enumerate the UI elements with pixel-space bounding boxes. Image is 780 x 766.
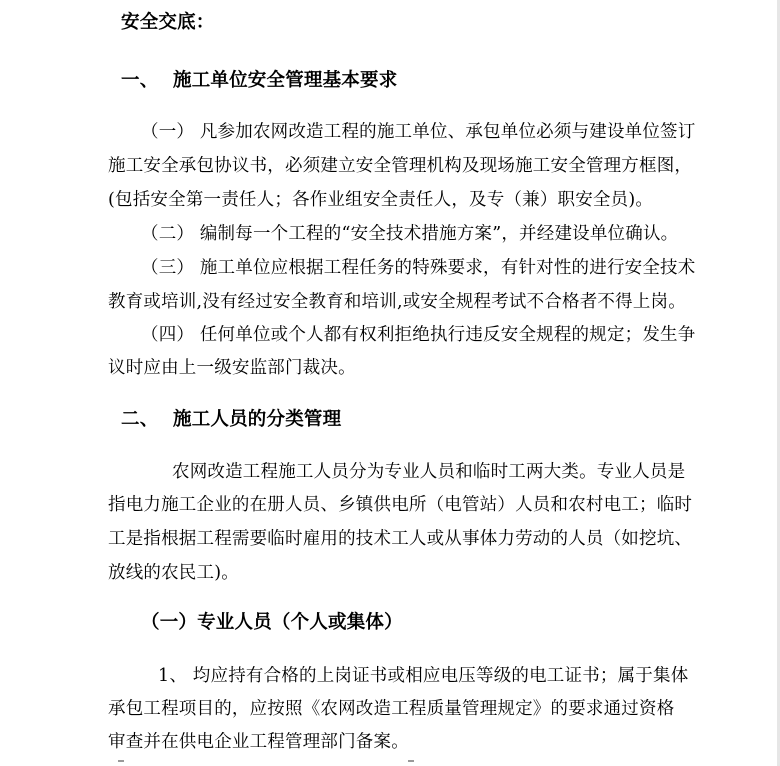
section-1-number: 一、	[121, 70, 159, 91]
paragraph-line: （三） 施工单位应根据工程任务的特殊要求，有针对性的进行安全技术	[141, 258, 696, 278]
paragraph-line: (包括安全第一责任人；各作业组安全责任人，及专（兼）职安全员)。	[108, 190, 654, 210]
section-2-heading	[121, 409, 341, 431]
paragraph-line: 教育或培训,没有经过安全教育和培训,或安全规程考试不合格者不得上岗。	[108, 292, 686, 312]
paragraph-line: 放线的农民工)。	[108, 563, 239, 583]
section-2-number: 二、	[121, 409, 159, 430]
scan-mark	[118, 760, 124, 762]
paragraph-line: 审查并在供电企业工程管理部门备案。	[108, 732, 409, 752]
scan-mark	[408, 760, 414, 762]
section-1-heading	[121, 70, 397, 92]
section-2-title: 施工人员的分类管理	[173, 409, 342, 430]
paragraph-line: 1、 均应持有合格的上岗证书或相应电压等级的电工证书；属于集体	[158, 666, 689, 686]
paragraph-line: （四） 任何单位或个人都有权利拒绝执行违反安全规程的规定；发生争	[141, 325, 696, 345]
paragraph-line: 施工安全承包协议书，必须建立安全管理机构及现场施工安全管理方框图，	[108, 156, 693, 176]
paragraph-line: （二） 编制每一个工程的“安全技术措施方案”，并经建设单位确认。	[141, 224, 679, 244]
document-title: 安全交底：	[121, 12, 215, 33]
paragraph-line: 议时应由上一级安监部门裁决。	[108, 358, 356, 378]
paragraph-line: 工是指根据工程需要临时雇用的技术工人或从事体力劳动的人员（如挖坑、	[108, 529, 693, 549]
paragraph-line: 指电力施工企业的在册人员、乡镇供电所（电管站）人员和农村电工；临时	[108, 495, 693, 515]
paragraph-line: 承包工程项目的，应按照《农网改造工程质量管理规定》的要求通过资格	[108, 699, 675, 719]
subsection-1-heading: （一）专业人员（个人或集体）	[141, 612, 403, 633]
paragraph-line: （一） 凡参加农网改造工程的施工单位、承包单位必须与建设单位签订	[141, 122, 696, 142]
section-1-title: 施工单位安全管理基本要求	[173, 70, 398, 91]
paragraph-line: 农网改造工程施工人员分为专业人员和临时工两大类。专业人员是	[172, 462, 686, 482]
